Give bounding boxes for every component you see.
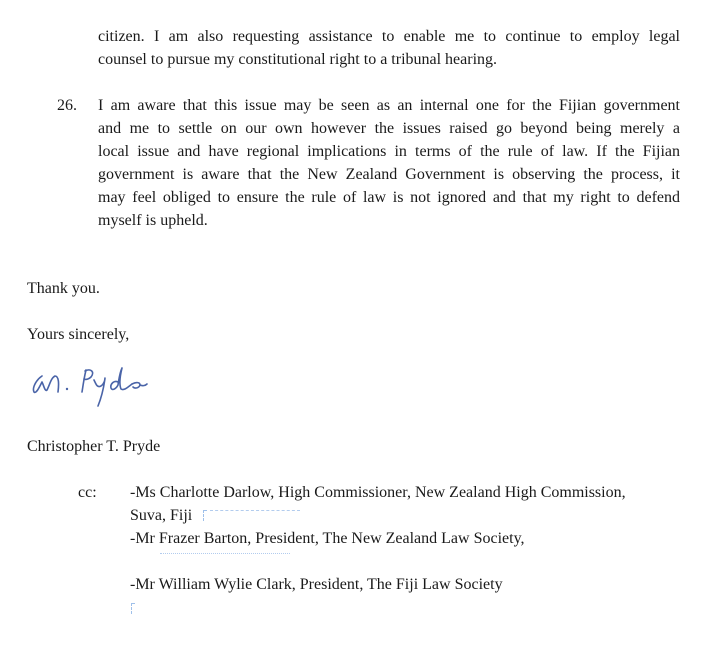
- paragraph-line: government is aware that the New Zealand Government is observing the process, it: [98, 166, 680, 183]
- paragraph-line: I am aware that this issue may be seen as an internal one for the Fijian government: [98, 97, 680, 114]
- cc-recipient-1-line2: Suva, Fiji: [130, 507, 193, 524]
- signature-stroke: [111, 368, 132, 390]
- paragraph-line: myself is upheld.: [98, 212, 208, 229]
- cc-label: cc:: [78, 484, 97, 501]
- signature-stroke: [140, 384, 147, 386]
- paragraph-number: 26.: [57, 97, 77, 114]
- paragraph-25-continuation: [98, 25, 680, 71]
- redacted-email-link: [210, 510, 300, 523]
- handwritten-signature: [28, 362, 168, 412]
- paragraph-line: may feel obliged to ensure the rule of law is not ignored and that my right to defend: [98, 189, 680, 206]
- paragraph-line: citizen. I am also requesting assistance to enable me to continue to employ legal: [98, 28, 680, 45]
- paragraph-line: and me to settle on our own however the issues raised go beyond being merely a: [98, 120, 680, 137]
- signature-stroke: [94, 378, 105, 406]
- redacted-email-link: [203, 510, 207, 521]
- closing-salutation: Yours sincerely,: [27, 326, 130, 343]
- signature-dot: [66, 388, 68, 390]
- redacted-email-link: [160, 553, 290, 566]
- paragraph-line: counsel to pursue my constitutional right to a tribunal hearing.: [98, 51, 498, 68]
- paragraph-26: [98, 94, 680, 232]
- signatory-name: Christopher T. Pryde: [27, 438, 161, 455]
- signature-stroke: [82, 370, 86, 392]
- signature-stroke: [132, 383, 140, 388]
- cc-recipient-2-line1: -Mr Frazer Barton, President, The New Zealand Law Society,: [130, 530, 525, 547]
- paragraph-line: local issue and have regional implications in terms of the rule of law. If the Fijian: [98, 143, 680, 160]
- cc-recipient-3-line1: -Mr William Wylie Clark, President, The Fiji Law Society: [130, 576, 503, 593]
- signature-stroke: [33, 376, 58, 392]
- redacted-email-link: [131, 603, 135, 614]
- cc-recipient-1-line1: -Ms Charlotte Darlow, High Commissioner, New Zealand High Commission,: [130, 484, 626, 501]
- closing-thanks: Thank you.: [27, 280, 100, 297]
